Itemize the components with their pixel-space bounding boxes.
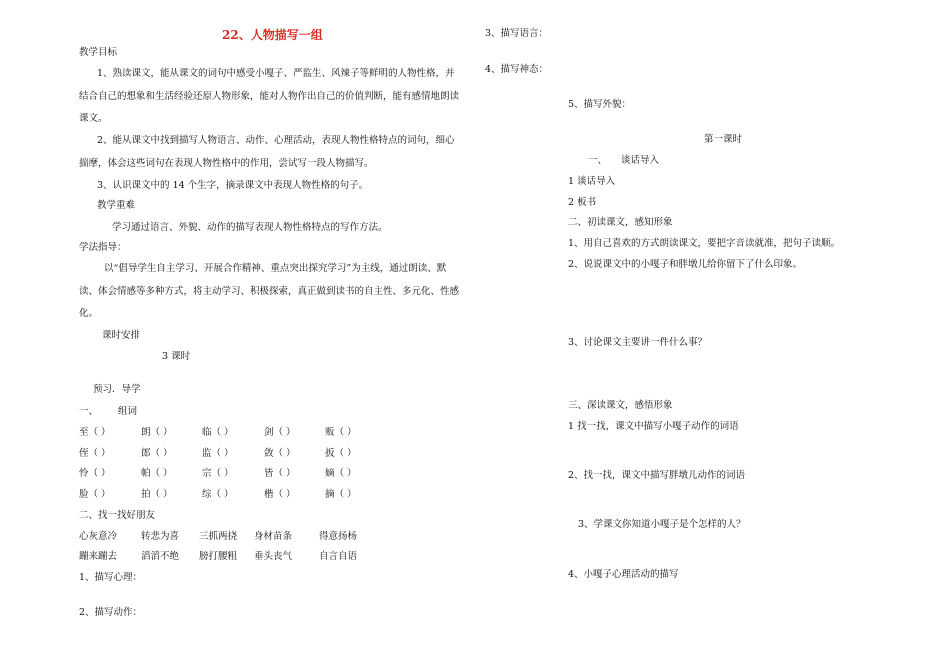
word-cell: 郎（ ） bbox=[141, 448, 173, 459]
read-task-3: 3、讨论课文主要讲一件什么事？ bbox=[568, 337, 708, 348]
key-points-heading: 教学重难 bbox=[97, 200, 136, 211]
section-1-number: 一、 bbox=[79, 406, 99, 417]
idiom: 自言自语 bbox=[319, 551, 358, 562]
step-2: 2 板书 bbox=[568, 197, 597, 208]
word-cell: 楷（ ） bbox=[264, 489, 296, 500]
question-5: 5、描写外貌： bbox=[568, 99, 632, 110]
word-cell: 摘（ ） bbox=[325, 489, 357, 500]
word-cell: 监（ ） bbox=[202, 448, 234, 459]
goals-heading: 教学目标 bbox=[79, 47, 118, 58]
goal-2-line-1: 2、能从课文中找到描写人物语言、动作、心理活动，表现人物性格特点的词句，细心 bbox=[97, 135, 455, 146]
step-1: 1 谈话导入 bbox=[568, 176, 616, 187]
word-cell: 朗（ ） bbox=[141, 427, 173, 438]
idiom: 心灰意冷 bbox=[79, 531, 118, 542]
deep-task-2: 2、找一找，课文中描写胖墩儿动作的词语 bbox=[568, 470, 746, 481]
read-task-2: 2、说说课文中的小嘎子和胖墩儿给你留下了什么印象。 bbox=[568, 259, 803, 270]
part-1-label: 谈话导入 bbox=[621, 155, 660, 166]
word-cell: 嫡（ ） bbox=[325, 468, 357, 479]
idiom: 三抓两挠 bbox=[199, 531, 238, 542]
word-cell: 侄（ ） bbox=[79, 448, 111, 459]
goal-3: 3、认识课文中的 14 个生字，摘录课文中表现人物性格的句子。 bbox=[97, 180, 369, 191]
method-line-1: 以“倡导学生自主学习、开展合作精神、重点突出探究学习”为主线，通过朗读、默 bbox=[104, 263, 447, 274]
word-cell: 至（ ） bbox=[79, 427, 111, 438]
word-cell: 综（ ） bbox=[202, 489, 234, 500]
goal-1-line-3: 课文。 bbox=[79, 113, 108, 124]
word-cell: 拍（ ） bbox=[141, 489, 173, 500]
word-cell: 怜（ ） bbox=[79, 468, 111, 479]
question-2: 2、描写动作： bbox=[79, 607, 143, 618]
word-cell: 贩（ ） bbox=[325, 427, 357, 438]
word-cell: 敛（ ） bbox=[264, 448, 296, 459]
preview-heading: 预习．导学 bbox=[93, 384, 141, 395]
word-cell: 剑（ ） bbox=[264, 427, 296, 438]
idiom: 垂头丧气 bbox=[254, 551, 293, 562]
lesson-title: 22、人物描写一组 bbox=[222, 28, 323, 42]
part-1-number: 一、 bbox=[588, 155, 608, 166]
goal-1-line-1: 1、熟读课文，能从课文的词句中感受小嘎子、严监生、风辣子等鲜明的人物性格，并 bbox=[97, 68, 455, 79]
section-2-heading: 二、找一找好朋友 bbox=[79, 510, 156, 521]
word-cell: 扳（ ） bbox=[325, 448, 357, 459]
deep-task-4: 4、小嘎子心理活动的描写 bbox=[568, 569, 679, 580]
deep-task-1: 1 找一找，课文中描写小嘎子动作的词语 bbox=[568, 421, 739, 432]
method-line-3: 化。 bbox=[79, 308, 99, 319]
word-cell: 宗（ ） bbox=[202, 468, 234, 479]
schedule-value: 3 课时 bbox=[162, 351, 191, 362]
part-2-heading: 二、初读课文，感知形象 bbox=[568, 217, 673, 228]
question-4: 4、描写神态： bbox=[485, 64, 549, 75]
read-task-1: 1、用自己喜欢的方式朗读课文，要把字音读就准，把句子读顺。 bbox=[568, 238, 841, 249]
word-cell: 临（ ） bbox=[202, 427, 234, 438]
key-points-text: 学习通过语言、外貌、动作的描写表现人物性格特点的写作方法。 bbox=[112, 222, 388, 233]
word-cell: 脸（ ） bbox=[79, 489, 111, 500]
deep-task-3: 3、学课文你知道小嘎子是个怎样的人？ bbox=[578, 519, 746, 530]
idiom: 滔滔不绝 bbox=[141, 551, 180, 562]
question-3: 3、描写语言： bbox=[485, 28, 549, 39]
goal-2-line-2: 揣摩，体会这些词句在表现人物性格中的作用，尝试写一段人物描写。 bbox=[79, 158, 374, 169]
idiom: 得意扬杨 bbox=[319, 531, 358, 542]
method-line-2: 读、体会情感等多种方式，将主动学习、积极探索，真正做到读书的自主性、多元化、性感 bbox=[79, 286, 460, 297]
idiom: 身材苗条 bbox=[254, 531, 293, 542]
word-cell: 皆（ ） bbox=[264, 468, 296, 479]
lesson-title: 第一课时 bbox=[704, 134, 743, 145]
schedule-heading: 课时安排 bbox=[102, 330, 141, 341]
idiom: 膀打腰粗 bbox=[199, 551, 238, 562]
part-3-heading: 三、深读课文，感悟形象 bbox=[568, 400, 673, 411]
idiom: 蹦来蹦去 bbox=[79, 551, 118, 562]
question-1: 1、描写心理： bbox=[79, 572, 143, 583]
section-1-label: 组词 bbox=[118, 406, 138, 417]
idiom: 转悲为喜 bbox=[141, 531, 180, 542]
method-heading: 学法指导： bbox=[79, 242, 127, 253]
word-cell: 帕（ ） bbox=[141, 468, 173, 479]
goal-1-line-2: 结合自己的想象和生活经验还原人物形象，能对人物作出自己的价值判断，能有感情地朗读 bbox=[79, 91, 460, 102]
